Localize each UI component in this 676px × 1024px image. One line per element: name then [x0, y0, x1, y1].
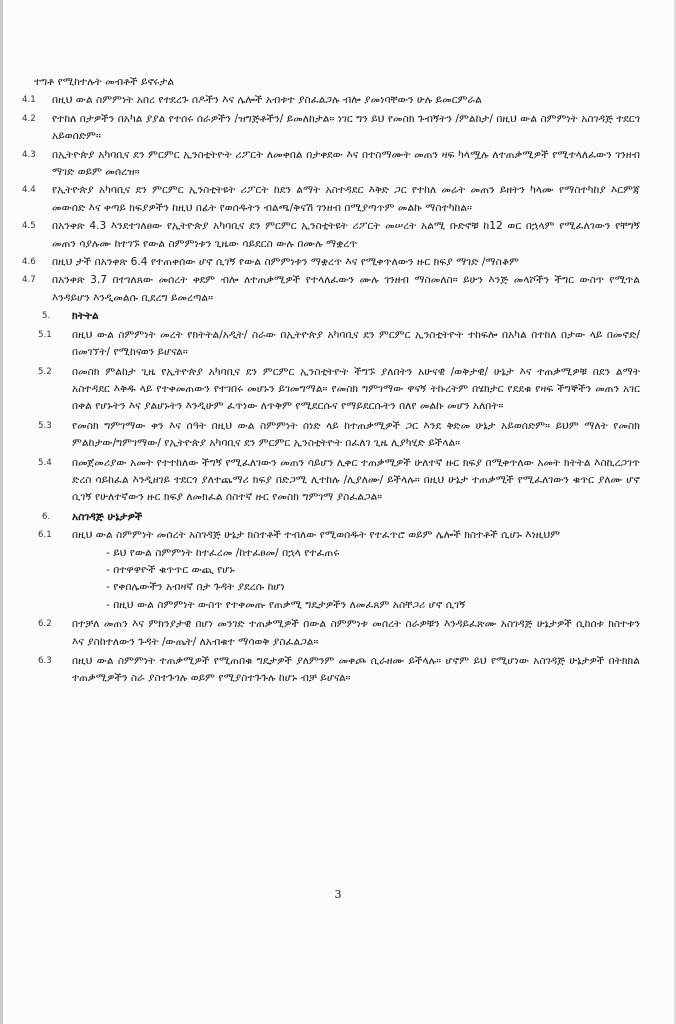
section-6-title: አስገዳጅ ሁኔታዎች [72, 510, 143, 523]
clause-text: የመስክ ግምገማው ቀን እና ሰዓት በዚህ ውል ስምምነት ሰነድ ላይ ከተጠቃሚዎች ጋር እንደ ቅድመ ሁኔታ አይወሰድም። ይህም ማለት የመስክ ምልከታው/ግምገማው/ የኢትዮጵያ አካባቢና ደን ምርምር ኢንስቲትዮት በፈለገ ጊዜ ሊያካሂድ ይችላል። [72, 419, 640, 450]
clause-item [22, 272, 640, 307]
bullet-item: - በዚህ ውል ስምምነት ውስጥ የተቀመጡ የጠቃሚ ግዴታዎችን ለመፈጸም አስቸጋሪ ሆኖ ሲገኝ [106, 598, 466, 611]
clause-item [22, 111, 640, 146]
clause-text: የተከለ በታዎችን በአካል ያያል የተሰሩ ሰራዎችን /ዝግጅቶችን/ ይመለከታል። ነገር ግን ይህ የመስክ ጉብኝትን /ምልከታ/ በዚህ ውል ስምምነት አስገዳጅ ተደርጎ አይወሰድም። [52, 112, 640, 143]
clause-text: በዚህ ውል ስምምነት መረት የክትትል/አዲት/ ስራው በኢትዮጵያ አካባቢና ደን ምርምር ኢንስቲትዮት ተከፍሎ በአካል በተከለ በታው ላይ በመኖድ/በመገኘት/ የሚከናወን ይሆናል። [72, 328, 640, 359]
section-5-heading [28, 308, 640, 325]
clause-item [28, 418, 640, 453]
clause-text: በዚህ ውል ስምምነት አበረ የተደረጉ ሰዶችን እና ሌሎች አብቱተ ያስፈልጋሉ ብሎ ያመነባቸውን ሁሉ ይመርምራል [52, 94, 482, 107]
clause-text: በመጀመሪያው አመት የተተከለው ችግኝ የሚፈለገውን መጠን ሳይሆን ሊቀር ተጠቃሚዎች ሁለተኛ ዙር ክፍያ በሚቀጥለው አመት ክትትል እስኪረጋገጥ ድረስ ሳይከፈል እንዲዘገይ ተደርጎ ያለተጨማሪ ክፍያ በድጋሚ ሊተከሉ /ሊያለሙ/ ይችላሉ። በዚህ ሁኔታ ተጠቃሚች የሚፈለገውን ቁጥር ያለሙ ሆኖ ሲገኝ የሁለተኛውን ዙር ክፍያ ለመክፈል ሰስተኛ ዙር የመስክ ግምገማ ያስፈልጋል። [72, 456, 640, 504]
clause-number: 6.2 [38, 619, 52, 630]
clause-item [28, 364, 640, 416]
clause-number: 5.4 [38, 457, 52, 468]
clause-text: በዚህ ውል ስምምነት መሰረት አስገዳጅ ሁኔታ ክስተቶች ተብለው የሚወሰዱት የተፈጥሮ ወይም ሌሎች ክስተቶች ሲሆኑ እነዚህም [72, 529, 561, 542]
clause-number: 4.3 [22, 149, 36, 160]
clause-number: 4.7 [22, 275, 36, 286]
section-5-title: ክትትል [72, 310, 99, 323]
clause-text: በተቻለ መጠን እና ምክንያታዊ በሆነ መንገድ ተጠቃሚዎች በውል ስምምነቱ መሰረት ስራዎቹን እንዳይፈጽሙ አስገዳጅ ሁኔታዎች ሲከሰቱ ክስተቱን እና ያስከተለውን ጉዳት /ውጤት/ ለአብቁተ ማሳወቅ ያስፈልጋል። [72, 618, 640, 648]
section-5-number: 5. [42, 311, 51, 322]
clause-text: በአንቀጽ 3.7 በተገለጸው መሰረት ቀደም ብሎ ለተጠቃሚዎች የተላለፈውን ሙሉ ገንዘብ ማስመለስ። ይሁን እንጅ መላሾችን ችግር ውስጥ የሚጥል እንዳይሆን እንዲመልሱ ቢደረግ ይመረጣል። [52, 274, 640, 304]
clause-text: በመስክ ምልከታ ጊዜ የኢትዮጵያ አካባቢና ደን ምርምር ኢንስቲትዮት ችግኙ ያለበትን አሁናዊ /ወቅታዊ/ ሁኔታ እና ተጠቃሚዎቹ በደን ልማት አስተዳደር እቅዱ ላይ የተቀመጠውን የተገበሩ መሆኑን ይገመግማል። የመስክ ግምገማው ዋናኝ ትኩረትም በሄክታር የደደቁ የዛፍ ችግኞችን መጠን አገር በቀል የሆኑትን እና ያልሆኑትን እንዲሁም ፈጥነው ለጥቅም የሚደርሱና የማይደርሱትን በለየ መልኩ መሆን አለበት። [72, 365, 640, 413]
clause-text: የኢትዮጵያ አካባቢና ደን ምርምር ኢንስቲትዩት ሪፖርት ከደን ልማት አስተዳደር እቅድ ጋር የተከለ መሬት መጠን ይዘትን ካላሙ የማስተካከያ እርምጃ መውሰድ እና ቀጣይ ክፍያዎችን ከዚህ በፊት የወሰዱትን ብልጫ/ቅናሽ ገንዘብ በሚያጣጥም መልኩ ማስተካከል። [52, 184, 640, 214]
document-body [22, 74, 640, 690]
page-number: 3 [334, 888, 342, 901]
section-6-list [28, 616, 640, 688]
clause-number: 6.3 [38, 656, 52, 666]
clause-number: 4.4 [22, 185, 36, 196]
clause-item [22, 254, 640, 271]
page-edge-left [0, 0, 3, 1024]
clause-text: በዚህ ታች በአንቀጽ 6.4 የተጠቀሰው ሆኖ ሲገኝ የውል ስምምነቱን ማቋረጥ እና የሚቀጥለውን ዙር ክፍያ ማገድ /ማስቆም [52, 256, 519, 269]
intro-heading: ተግቶ የሚከተሉት መብቶች ይኖሩታል [34, 76, 175, 88]
clause-number: 4.5 [22, 221, 36, 232]
clause-number: 5.3 [38, 420, 52, 431]
bullet-item: - ይህ የውል ስምምነት ከተፈረመ /ከተፈፀመ/ በኋላ የተፈጠሩ [106, 546, 340, 559]
clause-item [22, 182, 640, 217]
clause-number: 5.2 [38, 366, 52, 377]
section-6-heading [28, 509, 640, 526]
clause-item [28, 455, 640, 507]
clause-text: በኢትዮጵያ አካባቢና ደን ምርምር ኢንስቲትዮት ሪፖርት ለመቀበል በታቀደው እና በተስማሙት መጠን ዛፍ ካላሟሉ ለተጠቃሚዎች የሚተላለፈውን ገንዘብ ማገድ ወይም መሰረዝ። [52, 148, 640, 179]
clause-item [22, 218, 640, 253]
clause-item [28, 653, 640, 688]
clause-6-1-bullets [72, 545, 640, 615]
clause-text: በአንቀጽ 4.3 እንደተገለፀው የኢትዮጵያ አካባቢና ደን ምርምር ኢንስቲትዩት ሪፖርት መሠረት አልሚ ቡድኖቹ ከ12 ወር በኋላም የሚፈለገውን የቸግኝ መጠን ሳያሉሙ ከተገኙ የውል ስምምነቱን ጊዜው ሳይደርስ ውሉ በሙሉ ማቋረጥ [52, 220, 640, 250]
clause-item [28, 327, 640, 362]
section-5-list [28, 327, 640, 507]
clause-number: 6.1 [38, 530, 52, 541]
clause-text: በዚህ ውል ስምምነት ተጠቃሚዎች የሚጠበቁ ግዴታዎች ያለምንም መቀጮ ሲራዘሙ ይችላሉ። ሆኖም ይህ የሚሆነው አስገዳጅ ሁኔታዎች በትክክል ተጠቃሚዎችን ስራ ያስተጉጎሉ ወይም የሚያስተጉጉሉ ከሆኑ ብቻ ይሆናል። [72, 655, 640, 685]
bullet-item: - በተዋዋዮች ቁጥጥር ውጪ የሆኑ [106, 563, 235, 576]
clause-number: 4.2 [22, 113, 36, 124]
rights-list [22, 92, 640, 307]
clause-6-1 [28, 527, 640, 614]
clause-number: 5.1 [38, 329, 52, 340]
clause-item [28, 616, 640, 651]
clause-number: 4.6 [22, 257, 36, 268]
clause-item [22, 147, 640, 182]
clause-item [22, 92, 640, 109]
section-6-number: 6. [42, 511, 51, 522]
bullet-item: - የቀበሌውችን አብዛኛ በታ ጉዳት ያደረሱ ከሆነ [106, 581, 285, 594]
clause-number: 4.1 [22, 95, 36, 106]
